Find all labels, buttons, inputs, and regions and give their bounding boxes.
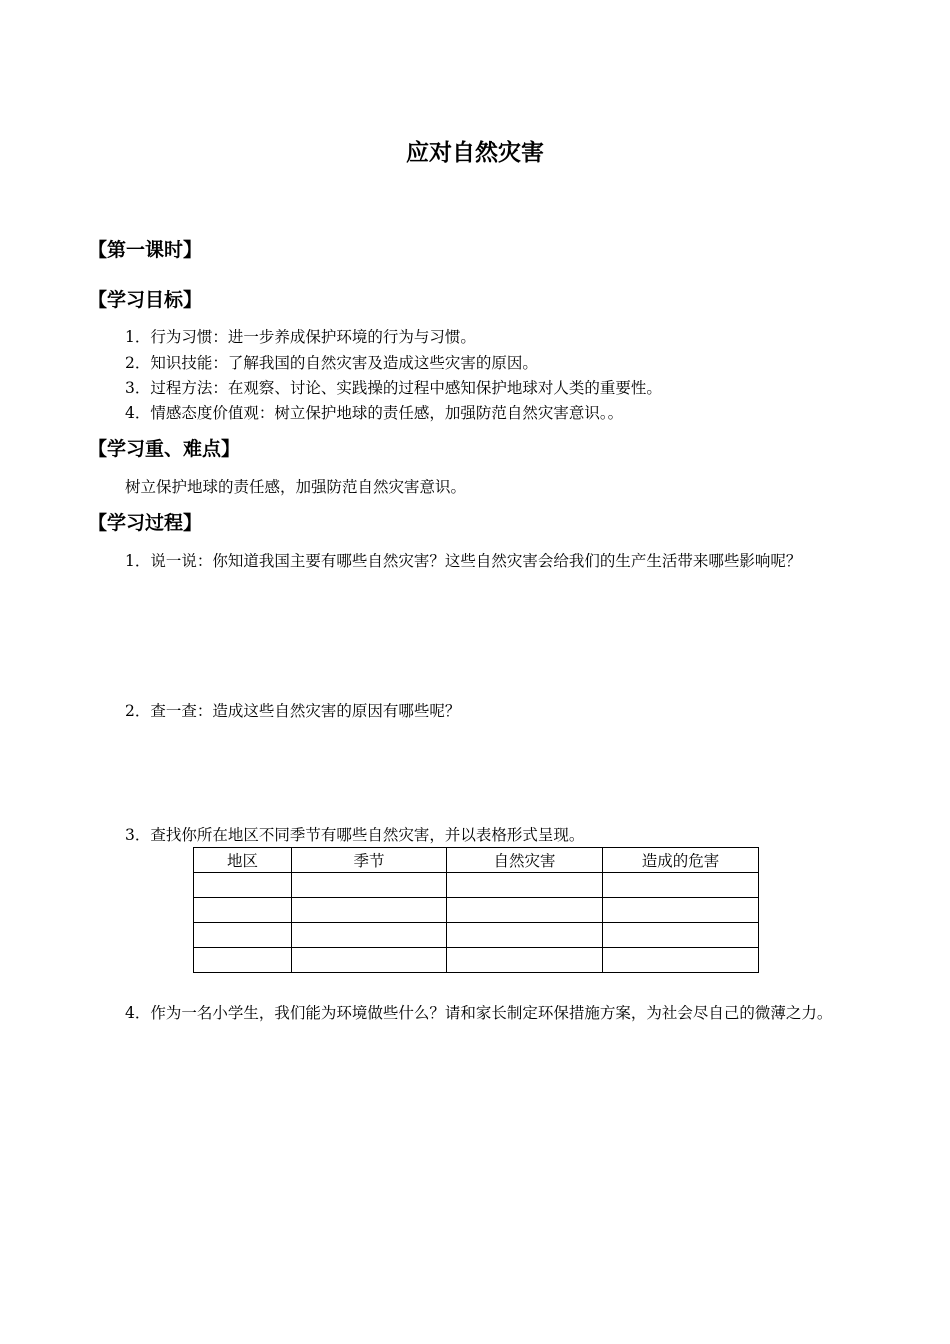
objective-item-4: 4．情感态度价值观：树立保护地球的责任感，加强防范自然灾害意识。。 xyxy=(125,404,624,422)
table-cell xyxy=(194,873,292,898)
disaster-table xyxy=(193,847,759,973)
table-cell xyxy=(603,898,759,923)
table-header-cell: 季节 xyxy=(292,848,447,873)
objectives-heading: 【学习目标】 xyxy=(88,289,203,311)
table-header-cell: 自然灾害 xyxy=(447,848,603,873)
question-2: 2．查一查：造成这些自然灾害的原因有哪些呢？ xyxy=(125,702,461,720)
process-heading: 【学习过程】 xyxy=(88,512,203,534)
table-cell xyxy=(292,898,447,923)
table-row xyxy=(194,948,759,973)
table-header-cell: 地区 xyxy=(194,848,292,873)
objective-item-1: 1．行为习惯：进一步养成保护环境的行为与习惯。 xyxy=(125,328,476,346)
table-cell xyxy=(292,948,447,973)
table-header-row xyxy=(194,848,759,873)
table-cell xyxy=(447,898,603,923)
table-row xyxy=(194,873,759,898)
table-cell xyxy=(603,948,759,973)
page-title: 应对自然灾害 xyxy=(406,140,544,166)
keypoints-heading: 【学习重、难点】 xyxy=(88,438,241,460)
question-1: 1．说一说：你知道我国主要有哪些自然灾害？这些自然灾害会给我们的生产生活带来哪些影响呢？ xyxy=(125,552,802,570)
keypoints-text: 树立保护地球的责任感，加强防范自然灾害意识。 xyxy=(125,478,467,496)
table-row xyxy=(194,923,759,948)
table-header-cell: 造成的危害 xyxy=(603,848,759,873)
lesson-heading: 【第一课时】 xyxy=(88,239,203,261)
table-cell xyxy=(447,948,603,973)
table-cell xyxy=(447,923,603,948)
table-cell xyxy=(603,923,759,948)
question-3: 3．查找你所在地区不同季节有哪些自然灾害，并以表格形式呈现。 xyxy=(125,826,585,844)
objective-item-2: 2．知识技能：了解我国的自然灾害及造成这些灾害的原因。 xyxy=(125,354,538,372)
question-4: 4．作为一名小学生，我们能为环境做些什么？请和家长制定环保措施方案，为社会尽自己的微薄之力。 xyxy=(125,1004,833,1022)
table-cell xyxy=(194,923,292,948)
table-cell xyxy=(194,898,292,923)
table-cell xyxy=(292,873,447,898)
table-cell xyxy=(603,873,759,898)
table-row xyxy=(194,898,759,923)
table-cell xyxy=(194,948,292,973)
table-cell xyxy=(447,873,603,898)
table-cell xyxy=(292,923,447,948)
objective-item-3: 3．过程方法：在观察、讨论、实践操的过程中感知保护地球对人类的重要性。 xyxy=(125,379,662,397)
